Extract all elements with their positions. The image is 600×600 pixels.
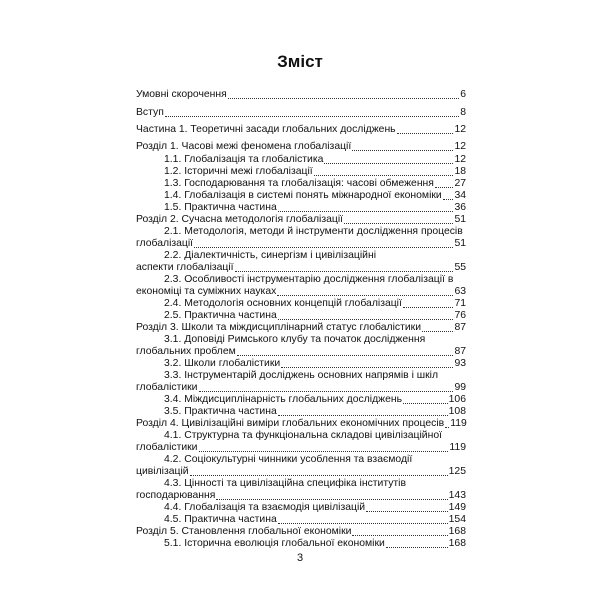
leader-dots (435, 186, 454, 188)
leader-dots (443, 198, 454, 200)
leader-dots (397, 132, 454, 134)
toc-entry-section-1-5[interactable] (164, 202, 466, 214)
leader-dots (278, 522, 448, 524)
toc-entry-label: аспекти глобалізації (136, 262, 234, 273)
leader-dots (190, 474, 448, 476)
toc-entry-label: 1.4. Глобалізація в системі понять міжнародної економіки (164, 190, 442, 201)
toc-entry-page: 99 (454, 382, 466, 393)
leader-dots (324, 162, 453, 164)
toc-entry-label: 4.4. Глобалізація та взаємодія цивілізацій (164, 502, 366, 513)
toc-entry-page: 71 (454, 298, 466, 309)
toc-entry-section-1-1[interactable] (164, 154, 466, 166)
toc-entry-page: 12 (454, 154, 466, 165)
toc-entry-page: 119 (449, 442, 466, 453)
toc-entry-label: 3.2. Школи глобалістики (164, 358, 281, 369)
toc-entry-section-4-4[interactable] (164, 502, 466, 514)
toc-entry-section-2-1[interactable] (136, 238, 466, 250)
toc-entry-page: 76 (454, 310, 466, 321)
toc-entry-label: 3.4. Міждисциплінарність глобальних досліджень (164, 394, 403, 405)
toc-entry-chapter-4[interactable] (136, 418, 466, 430)
toc-entry-page: 27 (454, 178, 466, 189)
toc-entry-section-2-5[interactable] (164, 310, 466, 322)
leader-dots (366, 510, 448, 512)
toc-entry-label: глобальних проблем (136, 346, 236, 357)
toc-entry-page: 63 (454, 286, 466, 297)
toc-entry-section-4-2[interactable] (136, 466, 466, 478)
toc-entry-label: 1.5. Практична частина (164, 202, 277, 213)
toc-entry-chapter-5[interactable] (136, 526, 466, 538)
leader-dots (344, 222, 453, 224)
toc-entry-page: 12 (454, 124, 466, 135)
toc-entry-first-line: 4.1. Структурна та функціональна складові цивілізаційної (164, 430, 443, 441)
toc-entry-label: Вступ (136, 107, 164, 118)
leader-dots (445, 426, 449, 428)
leader-dots (235, 270, 454, 272)
toc-entry-section-4-5[interactable] (164, 514, 466, 526)
leader-dots (199, 390, 454, 392)
leader-dots (237, 354, 454, 356)
toc-entry-section-2-4[interactable] (164, 298, 466, 310)
toc-entry-chapter-1[interactable] (136, 141, 466, 153)
leader-dots (199, 450, 449, 452)
toc-entry-page: 8 (460, 107, 466, 118)
leader-dots (278, 210, 454, 212)
toc-entry-label: 2.5. Практична частина (164, 310, 277, 321)
leader-dots (352, 149, 453, 151)
toc-entry-page: 149 (448, 502, 466, 513)
toc-entry-page: 87 (454, 322, 466, 333)
toc-entry-label: 1.3. Господарювання та глобалізація: часові обмеження (164, 178, 434, 189)
toc-entry-section-1-3[interactable] (164, 178, 466, 190)
toc-entry-label: економіці та суміжних науках (136, 286, 277, 297)
toc-entry-section-1-2[interactable] (164, 166, 466, 178)
leader-dots (403, 402, 448, 404)
toc-entry-page: 18 (454, 166, 466, 177)
toc-entry-section-4-1[interactable] (136, 442, 466, 454)
toc-entry-page: 168 (448, 538, 466, 549)
toc-entry-section-3-1[interactable] (136, 346, 466, 358)
toc-entry-section-3-3[interactable] (136, 382, 466, 394)
leader-dots (216, 498, 447, 500)
toc-entry-page: 93 (454, 358, 466, 369)
toc-entry-section-3-4[interactable] (164, 394, 466, 406)
toc-entry-introduction[interactable] (136, 107, 466, 119)
toc-entry-label: Умовні скорочення (136, 89, 227, 100)
toc-entry-label: Розділ 1. Часові межі феномена глобалізації (136, 141, 352, 152)
toc-entry-page: 51 (454, 238, 466, 249)
toc-entry-first-line: 2.3. Особливості інструментарію дослідження глобалізації в (164, 274, 454, 285)
toc-entry-first-line: 3.3. Інструментарій досліджень основних напрямів і шкіл (164, 370, 439, 381)
toc-entry-first-line: 2.1. Методологія, методи й інструменти дослідження процесів (164, 226, 463, 237)
toc-entry-page: 108 (448, 406, 466, 417)
toc-entry-part-1[interactable] (136, 124, 466, 136)
toc-entry-label: 3.5. Практична частина (164, 406, 277, 417)
leader-dots (228, 97, 459, 99)
toc-entry-page: 36 (454, 202, 466, 213)
toc-entry-section-5-1[interactable] (164, 538, 466, 550)
page-title: Зміст (277, 52, 323, 71)
toc-entry-first-line: 4.2. Соціокультурні чинники усоблення та взаємодії (164, 454, 413, 465)
toc-entry-page: 168 (448, 526, 466, 537)
page-number: 3 (296, 552, 304, 564)
toc-entry-first-line: 2.2. Діалектичність, синергізм і цивілізаційні (164, 250, 377, 261)
toc-entry-page: 12 (454, 141, 466, 152)
toc-entry-page: 6 (460, 89, 466, 100)
toc-entry-section-1-4[interactable] (164, 190, 466, 202)
toc-entry-label: глобалістики (136, 442, 198, 453)
toc-entry-page: 119 (450, 418, 467, 429)
toc-entry-label: глобалістики (136, 382, 198, 393)
toc-entry-page: 51 (454, 214, 466, 225)
toc-entry-section-3-5[interactable] (164, 406, 466, 418)
toc-entry-page: 143 (448, 490, 466, 501)
toc-entry-label: господарювання (136, 490, 216, 501)
toc-entry-section-2-2[interactable] (136, 262, 466, 274)
leader-dots (278, 318, 454, 320)
toc-entry-page: 34 (454, 190, 466, 201)
leader-dots (314, 174, 454, 176)
toc-entry-page: 125 (448, 466, 466, 477)
toc-entry-label: 1.2. Історичні межі глобалізації (164, 166, 313, 177)
toc-entry-label: 5.1. Історична еволюція глобальної економіки (164, 538, 385, 549)
toc-entry-label: Розділ 5. Становлення глобальної економіки (136, 526, 352, 537)
toc-entry-label: 4.5. Практична частина (164, 514, 277, 525)
toc-entry-label: 1.1. Глобалізація та глобалістика (164, 154, 324, 165)
toc-entry-abbreviations[interactable] (136, 89, 466, 101)
toc-entry-page: 87 (454, 346, 466, 357)
toc-entry-label: Розділ 2. Сучасна методологія глобалізації (136, 214, 344, 225)
toc-entry-label: цивілізацій (136, 466, 189, 477)
toc-entry-first-line: 4.3. Цінності та цивілізаційна специфіка інститутів (164, 478, 407, 489)
leader-dots (165, 115, 459, 117)
toc-entry-label: Розділ 4. Цивілізаційні виміри глобальних економічних процесів (136, 418, 445, 429)
leader-dots (278, 414, 448, 416)
toc-entry-page: 154 (448, 514, 466, 525)
toc-entry-label: Розділ 3. Школи та міждисциплінарний статус глобалістики (136, 322, 422, 333)
toc-entry-page: 106 (448, 394, 466, 405)
leader-dots (281, 366, 453, 368)
toc-entry-label: 2.4. Методологія основних концепцій глобалізації (164, 298, 402, 309)
toc-entry-section-4-3[interactable] (136, 490, 466, 502)
leader-dots (386, 546, 448, 548)
toc-entry-page: 55 (454, 262, 466, 273)
toc-entry-first-line: 3.1. Доповіді Римського клубу та початок дослідження (164, 334, 426, 345)
toc-entry-label: глобалізації (136, 238, 194, 249)
toc-entry-chapter-2[interactable] (136, 214, 466, 226)
leader-dots (194, 246, 453, 248)
toc-entry-chapter-3[interactable] (136, 322, 466, 334)
leader-dots (277, 294, 453, 296)
leader-dots (422, 330, 453, 332)
toc-entry-section-2-3[interactable] (136, 286, 466, 298)
leader-dots (352, 534, 447, 536)
toc-entry-label: Частина 1. Теоретичні засади глобальних досліджень (136, 124, 396, 135)
toc-entry-section-3-2[interactable] (164, 358, 466, 370)
leader-dots (403, 306, 454, 308)
